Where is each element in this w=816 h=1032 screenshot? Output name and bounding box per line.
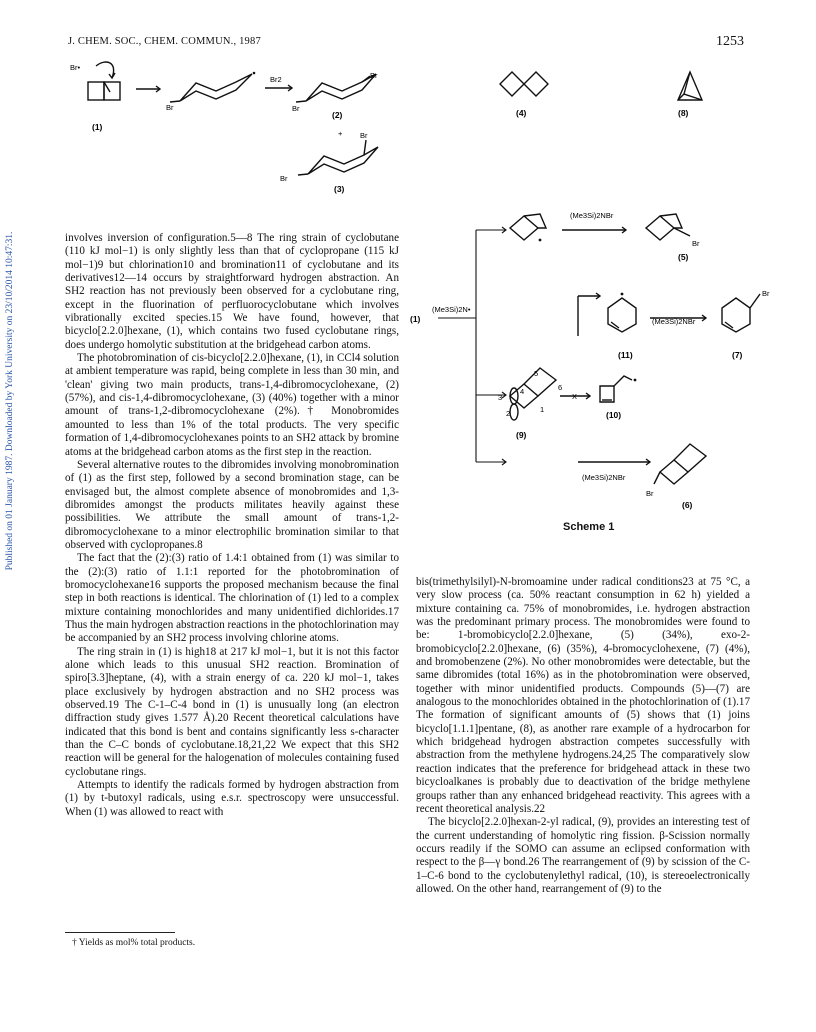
footnote: † Yields as mol% total products. [72,938,196,948]
compound-1-label: (1) [92,122,103,132]
atom-number-6: 6 [558,383,563,392]
nbr-reagent-mid: (Me3Si)2NBr [652,317,696,326]
atom-number-1: 1 [540,405,545,414]
paragraph: Several alternative routes to the dibromides involving monobromination of (1) as the first step, followed by a second bromination stage, can be envisaged but, the almost complete absence of monobromides and 1,3-dibromides amongst the products militates heavily against these possibilities. We attribute the small amount of trans-1,2-dibromocyclohexane to a minor electrophilic bromination similar to that observed with cyclopropanes.8 [65,458,399,551]
compound-2-label: (2) [332,110,343,120]
scheme-start-label: (1) [410,314,421,324]
paragraph: bis(trimethylsilyl)-N-bromoamine under radical conditions23 at 75 °C, a very slow process (ca. 50% reactant consumption in 62 h) yielded a mixture containing ca. 75% of monobromides, i.e. hydrogen abstraction was the predominant primary process. The monobromides were found to be: 1-bromobicyclo[2.2.0]hexane, (5) (34%), exo-2-bromobicyclo[2.2.0]hexane, (6) (35%), 4-bromocyclohexene, (7) (4%), and bromobenzene (2%). No other monobromides were detectable, but the same dibromides (total 16%) as in the photobromination were observed, together with minor unidentified products. Compounds (5)—(7) are analogous to the monochlorides obtained in the photochlorination of (1).17 The formation of significant amounts of (5) shows that (1) joins bicyclo[1.1.1]pentane, (8), as another rare example of a hydrocarbon for which bridgehead hydrogen abstraction competes successfully with abstraction from the methylene hydrogens.24,25 The comparatively slow reaction indicates that the preference for bridgehead attack in these two bicycloalkanes is probably due to deactivation of the bridge methylene groups rather than any enhanced bridgehead reactivity. This agrees with a recent theoretical analysis.22 [416,576,750,815]
atom-number-4: 4 [520,387,525,396]
download-sidebar-link[interactable]: Published on 01 January 1987. Downloaded by York University on 23/10/2014 10:47:31. [5,231,15,571]
figure-top-right [470,66,740,130]
compound-11-label: (11) [618,350,633,360]
nbr-reagent-bottom: (Me3Si)2NBr [582,473,626,482]
figure-top-left [70,56,400,200]
paragraph: The fact that the (2):(3) ratio of 1.4:1 obtained from (1) was similar to the (2):(3) ratio of 1.1:1 reported for the photobromination of bromocyclohexane16 supports the proposed mechanism because the final step in both reactions is identical. The chlorination of (1) led to a complex mixture containing monochlorides and many unidentified dichlorides.17 Thus the main hydrogen abstraction reactions in the photochlorination may be accompanied by an SH2 process involving chlorine atoms. [65,552,399,645]
br-label-3a: Br [360,131,368,140]
br-label-6: Br [646,489,654,498]
left-column [65,232,399,819]
compound-5-label: (5) [678,252,689,262]
blocked-arrow-mark: X [572,392,578,401]
br-radical-label: Br• [70,63,81,72]
page-number: 1253 [716,34,744,49]
journal-header: J. CHEM. SOC., CHEM. COMMUN., 1987 [68,36,261,47]
br-label-7: Br [762,289,770,298]
nbr-reagent-top: (Me3Si)2NBr [570,211,614,220]
compound-7-label: (7) [732,350,743,360]
atom-number-5: 5 [534,369,539,378]
compound-6-label: (6) [682,500,693,510]
scheme-caption: Scheme 1 [563,521,615,533]
paragraph: involves inversion of configuration.5—8 The ring strain of cyclobutane (110 kJ mol−1) is only slightly less than that of cyclopropane (115 kJ mol−1)9 but chlorination10 and bromination11 of cyclobutane and its derivatives12—14 occurs by straightforward hydrogen abstraction. An SH2 reaction has not previously been observed for a cyclobutane ring, except in the fluorination of perfluorocyclobutane which involves vibrationally excited species.15 We have found, however, that bicyclo[2.2.0]hexane, (1), which contains two fused cyclobutane rings, does undergo homolytic substitution at the bridgehead carbon atoms. [65,232,399,351]
plus-sign: + [338,129,343,138]
br-label-3b: Br [280,174,288,183]
br-label-2b: Br [370,71,378,80]
right-column [416,576,750,896]
paragraph: The photobromination of cis-bicyclo[2.2.0]hexane, (1), in CCl4 solution at ambient temperature was rapid, being complete in less than 30 min, and 'clean' giving two main products, trans-1,4-dibromocyclohexane, (2) (57%), and cis-1,4-dibromocyclohexane, (3) (40%) together with a minor amount of trans-1,2-dibromocyclohexane (2%).† Monobromides amounted to less than 1% of the total products. The very specific formation of 1,4-dibromocyclohexanes points to an SH2 attack by bromine atoms at the bridgehead carbon atoms as the first step in the reaction. [65,352,399,458]
compound-10-label: (10) [606,410,622,420]
atom-number-2: 2 [506,409,511,418]
compound-3-label: (3) [334,184,345,194]
compound-4-label: (4) [516,108,527,118]
compound-9-label: (9) [516,430,527,440]
paragraph: The bicyclo[2.2.0]hexan-2-yl radical, (9), provides an interesting test of the current understanding of homolytic ring fission. β-Scission normally occurs readily if the SOMO can assume an eclipsed conformation with respect to the β—γ bond.26 The rearrangement of (9) by scission of the C-1–C-6 bond to the cyclobutenylethyl radical, (10), is stereoelectronically allowed. On the other hand, rearrangement of (9) to the [416,816,750,895]
paragraph: Attempts to identify the radicals formed by hydrogen abstraction from (1) by t-butoxyl radicals, using e.s.r. spectroscopy were unsuccessful. When (1) was allowed to react with [65,779,399,818]
compound-8-label: (8) [678,108,689,118]
br2-label: Br2 [270,75,282,84]
br-label-5: Br [692,239,700,248]
footnote-divider [65,932,175,933]
amine-radical-reagent: (Me3Si)2N• [432,305,471,314]
paragraph: The ring strain in (1) is high18 at 217 kJ mol−1, but it is not this factor alone which leads to this unusual SH2 reaction. Bromination of spiro[3.3]heptane, (4), with a strain energy of ca. 220 kJ mol−1, takes place exclusively by hydrogen abstraction and no SH2 process was observed.19 The C-1–C-4 bond in (1) is unusually long (an electron diffraction study gives 1.577 Å).20 Recent theoretical calculations have indicated that this bond is bent and contains significantly less s-character than the C–C bonds of cyclobutane.18,21,22 We expect that this SH2 reaction will be general for the halogenation of molecules containing fused cyclobutane rings. [65,645,399,778]
atom-number-3: 3 [498,393,503,402]
br-label-radical: Br [166,103,174,112]
br-label-2a: Br [292,104,300,113]
scheme-1 [410,200,786,512]
